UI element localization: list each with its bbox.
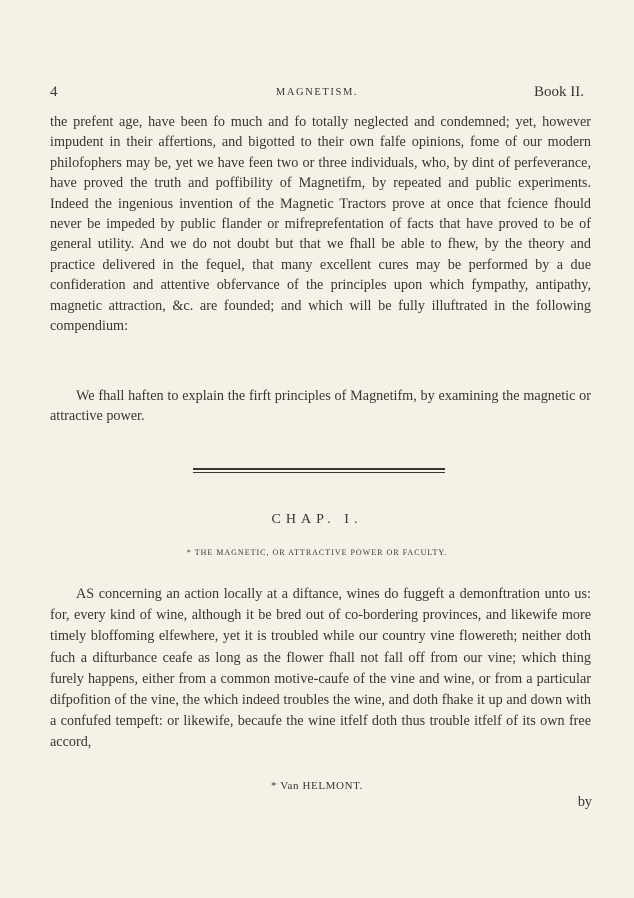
body-paragraph-2: We fhall haften to explain the firft principles of Magnetifm, by examining the magnetic or attractive power. bbox=[50, 388, 591, 425]
page-header bbox=[50, 84, 584, 106]
chapter-heading: CHAP. I. bbox=[271, 512, 363, 527]
footnote: * Van HELMONT. bbox=[270, 780, 363, 792]
catchword: by bbox=[577, 794, 592, 810]
section-divider bbox=[193, 468, 445, 473]
chapter-subtitle: * THE MAGNETIC, OR ATTRACTIVE POWER OR FACULTY. bbox=[186, 548, 448, 557]
chapter-paragraph-1: AS concerning an action locally at a diftance, wines do fuggeft a demonftration unto us: for, every kind of wine, although it be bred out of co-bordering provinces, and likewife more timely bloffoming elfewhere, yet it is troubled while our country vine flowereth; neither doth fuch a difturbance ceafe as long as the flower fhall not fall off from our vine; which thing furely happens, either from a common motive-caufe of the vine and wine, or from a particular difpofition of the vine, the which indeed troubles the wine, and doth fhake it up and down with a confufed tempeft: or likewife, becaufe the wine itfelf doth thus trouble itfelf of its own free accord, bbox=[50, 586, 591, 751]
running-title: MAGNETISM. bbox=[275, 87, 359, 98]
body-paragraph-1: the prefent age, have been fo much and fo totally neglected and condemned; yet, however impudent in their affertions, and bigotted to their own falfe opinions, fome of our modern philofophers may be, yet we have feen two or three individuals, who, by dint of perfeverance, have proved the truth and poffibility of Magnetifm, by repeated and public experiments. Indeed the ingenious invention of the Magnetic Tractors prove at once that fcience fhould never be impeded by public flander or mifreprefentation of facts that have proved to be of general utility. And we do not doubt but that we fhall be able to fhew, by the theory and practice delivered in the fequel, that many excellent cures may be performed by a due confideration and attentive obfervance of the principles upon which fympathy, antipathy, magnetic attraction, &c. are founded; and which will be fully illuftrated in the following compendium: bbox=[50, 114, 591, 335]
page-number: 4 bbox=[50, 84, 58, 100]
book-label: Book II. bbox=[534, 84, 584, 100]
